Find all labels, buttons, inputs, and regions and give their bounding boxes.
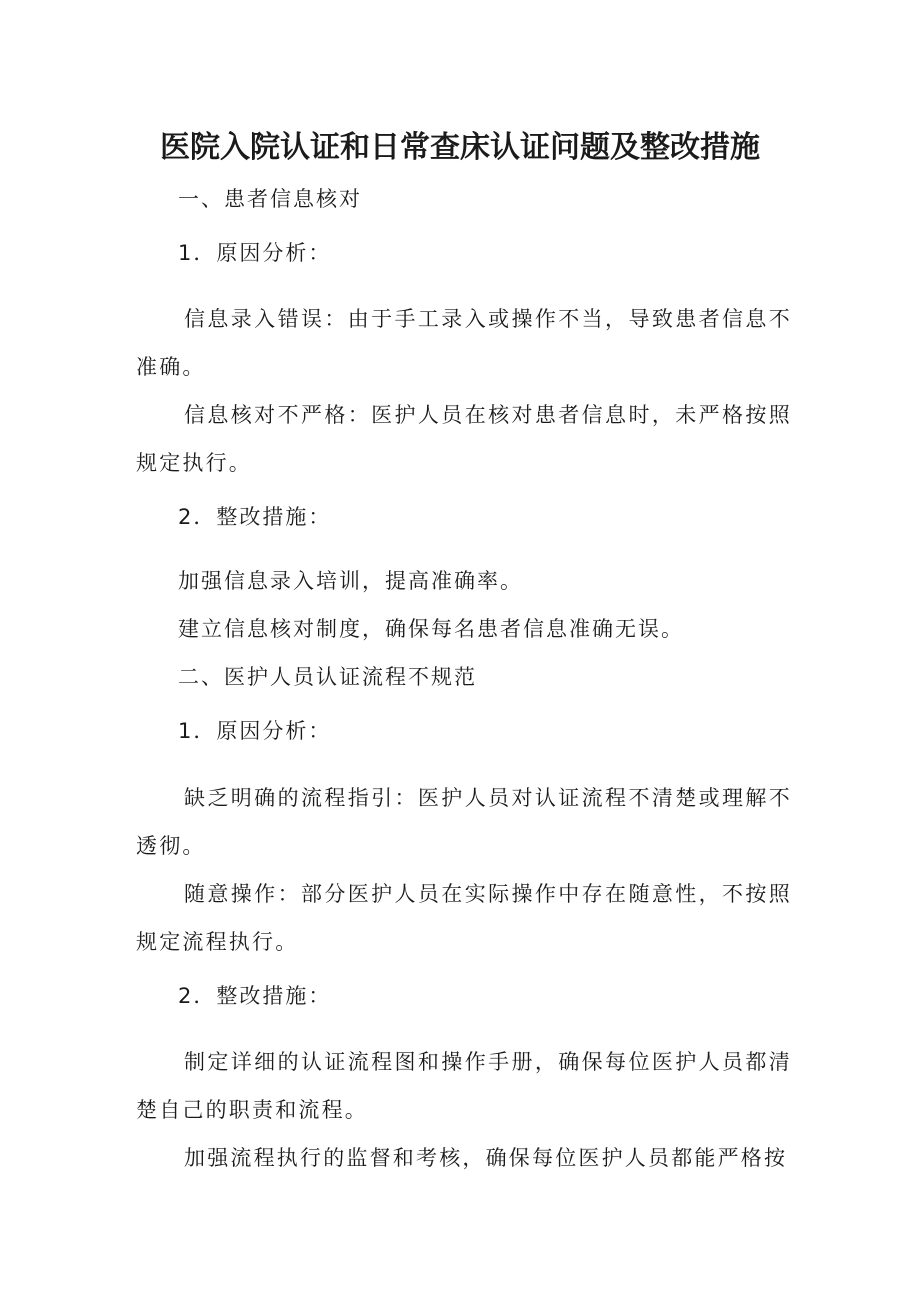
section-heading: 二、医护人员认证流程不规范	[178, 665, 477, 689]
subsection-heading: 2．整改措施：	[178, 984, 332, 1008]
paragraph: 随意操作：部分医护人员在实际操作中存在随意性，不按照规定流程执行。	[136, 882, 792, 954]
paragraph: 缺乏明确的流程指引：医护人员对认证流程不清楚或理解不透彻。	[136, 786, 792, 858]
document-title: 医院入院认证和日常查床认证问题及整改措施	[160, 130, 760, 165]
section-heading: 一、患者信息核对	[178, 187, 362, 211]
subsection-heading: 2．整改措施：	[178, 505, 332, 529]
subsection-heading: 1．原因分析：	[178, 719, 332, 743]
paragraph: 制定详细的认证流程图和操作手册，确保每位医护人员都清楚自己的职责和流程。	[136, 1050, 792, 1122]
subsection-heading: 1．原因分析：	[178, 241, 332, 265]
paragraph: 信息核对不严格：医护人员在核对患者信息时，未严格按照规定执行。	[136, 403, 792, 475]
list-item: 加强信息录入培训，提高准确率。	[178, 569, 523, 593]
list-item: 建立信息核对制度，确保每名患者信息准确无误。	[178, 617, 684, 641]
paragraph: 信息录入错误：由于手工录入或操作不当，导致患者信息不准确。	[136, 307, 792, 379]
paragraph: 加强流程执行的监督和考核，确保每位医护人员都能严格按	[184, 1146, 788, 1170]
